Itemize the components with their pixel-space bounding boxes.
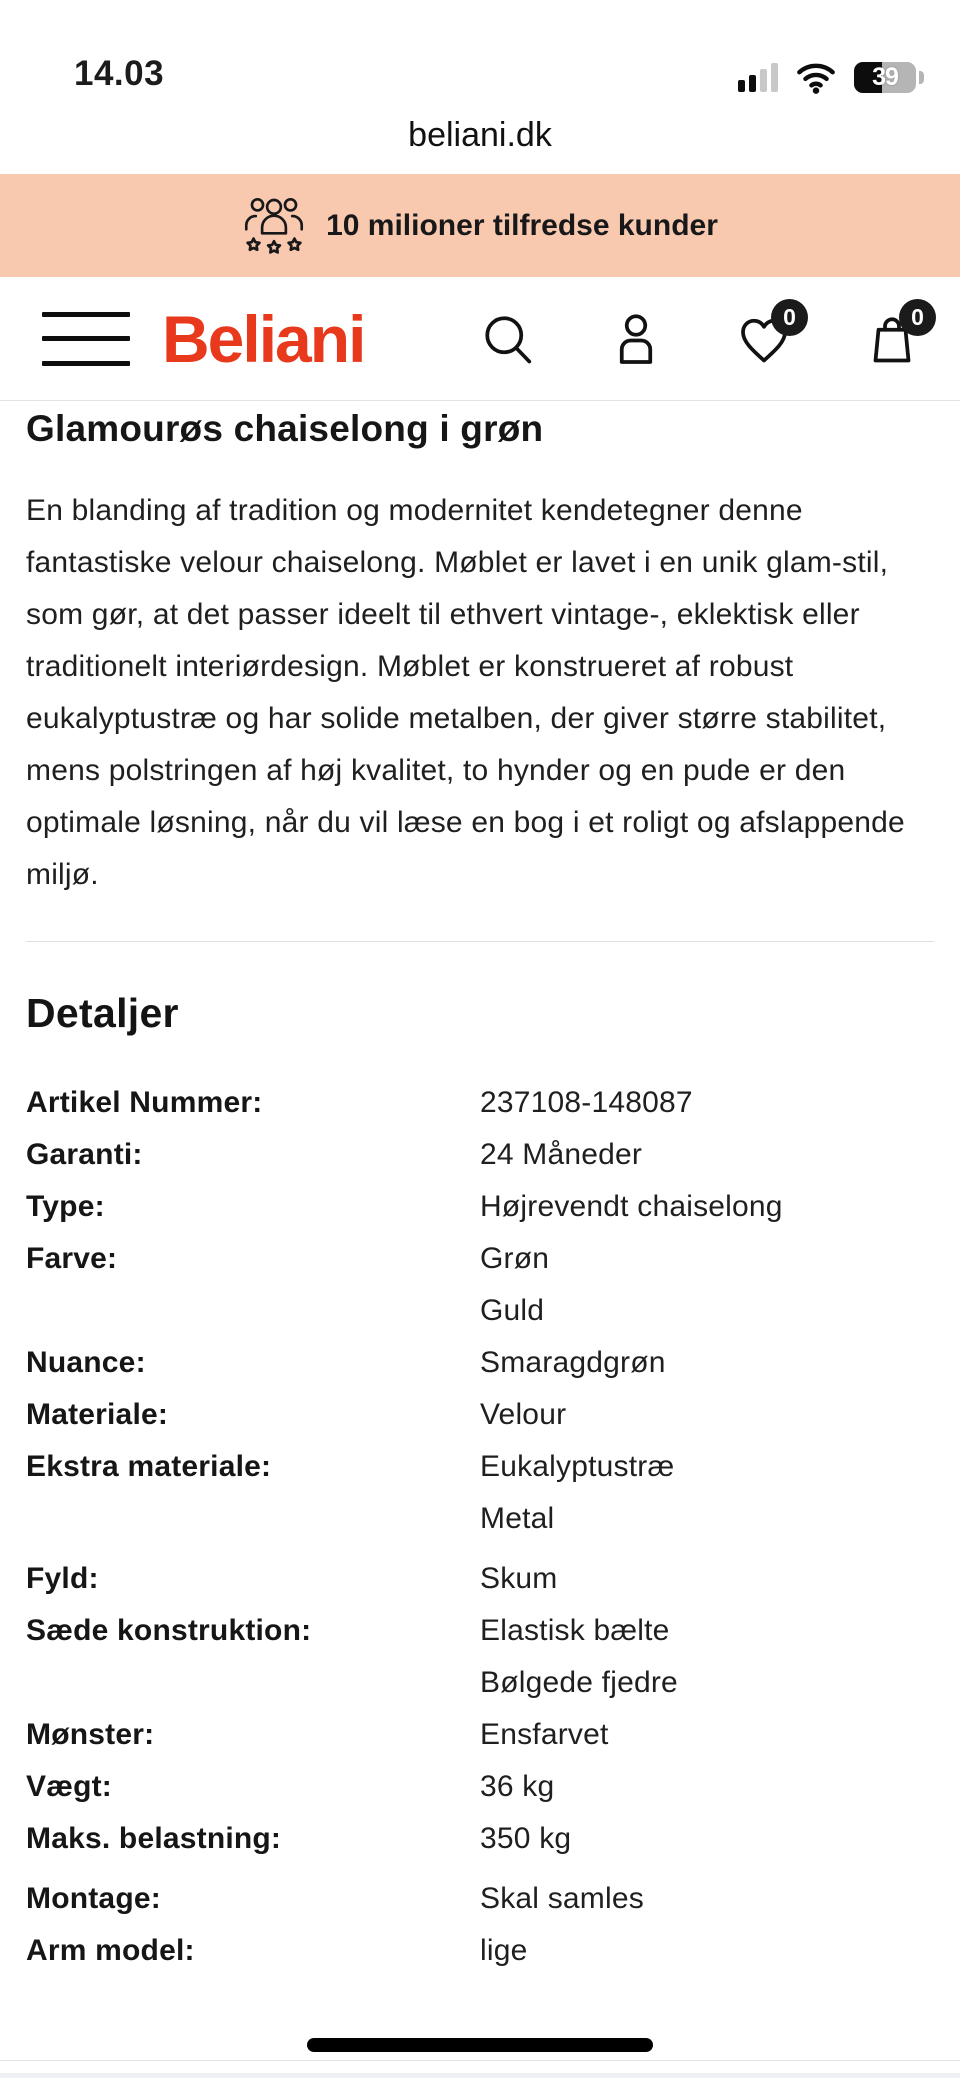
- header-actions: [476, 303, 924, 371]
- detail-label: Montage:: [26, 1882, 161, 1915]
- search-icon: [478, 309, 538, 369]
- wishlist-button[interactable]: [732, 303, 796, 371]
- status-icons: [738, 60, 916, 96]
- product-description: En blanding af tradition og modernitet kendetegner denne fantastiske velour chaiselong. Møblet er lavet i en unik glam-stil, som gør, at det passer ideelt til ethvert vintage-, eklektisk eller traditionelt interiørdesign. Møblet er konstrueret af robust eukalyptustræ og har solide metalben, der giver større stabilitet, mens polstringen af høj kvalitet, to hynder og en pude er den optimale løsning, når du vil læse en bog i et roligt og afslappende miljø.: [26, 494, 905, 891]
- wishlist-count-badge: 0: [771, 299, 808, 336]
- address-bar[interactable]: beliani.dk: [408, 115, 552, 154]
- detail-values: [480, 1873, 934, 1925]
- cellular-signal-icon: [738, 62, 778, 92]
- promo-banner-text: 10 milioner tilfredse kunder: [326, 208, 718, 242]
- table-row: [26, 1181, 934, 1233]
- table-row: [26, 1873, 934, 1925]
- detail-value: Smaragdgrøn: [480, 1346, 666, 1379]
- detail-value: Metal: [480, 1502, 555, 1535]
- detail-value: 350 kg: [480, 1822, 572, 1855]
- detail-values: [480, 1233, 934, 1337]
- search-button[interactable]: [476, 307, 540, 371]
- table-row: [26, 1553, 934, 1605]
- battery-icon: [854, 62, 916, 93]
- table-row: [26, 1389, 934, 1441]
- detail-values: [480, 1709, 934, 1761]
- detail-label: Nuance:: [26, 1346, 146, 1379]
- detail-values: [480, 1129, 934, 1181]
- table-row: [26, 1761, 934, 1813]
- product-page: [0, 407, 960, 1977]
- detail-value: Guld: [480, 1294, 545, 1327]
- table-row: [26, 1077, 934, 1129]
- table-row: [26, 1233, 934, 1337]
- table-row: [26, 1129, 934, 1181]
- table-row: [26, 1605, 934, 1709]
- detail-label: Type:: [26, 1190, 105, 1223]
- detail-values: [480, 1813, 934, 1865]
- battery-percent: 39: [872, 62, 898, 91]
- bottom-divider: [0, 2060, 960, 2061]
- detail-value: Velour: [480, 1398, 567, 1431]
- detail-values: [480, 1441, 934, 1545]
- menu-icon[interactable]: [42, 308, 130, 370]
- detail-value: Skal samles: [480, 1882, 644, 1915]
- detail-value: lige: [480, 1934, 528, 1967]
- beliani-logo[interactable]: Beliani: [162, 301, 365, 376]
- promo-banner[interactable]: [0, 174, 960, 277]
- detail-value: Eukalyptustræ: [480, 1450, 675, 1483]
- cart-button[interactable]: [860, 303, 924, 371]
- table-row: [26, 1709, 934, 1761]
- account-icon: [606, 309, 666, 369]
- detail-value: Grøn: [480, 1242, 550, 1275]
- detail-value: Bølgede fjedre: [480, 1666, 678, 1699]
- detail-values: [480, 1553, 934, 1605]
- detail-values: [480, 1925, 934, 1977]
- detail-label: Ekstra materiale:: [26, 1450, 272, 1483]
- detail-values: [480, 1077, 934, 1129]
- detail-value: 24 Måneder: [480, 1138, 643, 1171]
- table-row: [26, 1337, 934, 1389]
- detail-label: Fyld:: [26, 1562, 99, 1595]
- detail-label: Maks. belastning:: [26, 1822, 282, 1855]
- bottom-strip: [0, 2073, 960, 2078]
- detail-label: Sæde konstruktion:: [26, 1614, 312, 1647]
- detail-value: Ensfarvet: [480, 1718, 609, 1751]
- detail-label: Farve:: [26, 1242, 118, 1275]
- detail-values: [480, 1181, 934, 1233]
- product-title: Glamourøs chaiselong i grøn: [26, 408, 544, 449]
- detail-value: Højrevendt chaiselong: [480, 1190, 783, 1223]
- home-indicator[interactable]: [307, 2038, 653, 2052]
- table-row: [26, 1441, 934, 1545]
- status-bar: [0, 0, 960, 96]
- detail-label: Arm model:: [26, 1934, 195, 1967]
- clock: 14.03: [74, 54, 165, 93]
- details-heading: Detaljer: [26, 990, 179, 1036]
- detail-value: Elastisk bælte: [480, 1614, 670, 1647]
- detail-value: 237108-148087: [480, 1086, 693, 1119]
- details-table: [26, 1077, 934, 1977]
- detail-values: [480, 1337, 934, 1389]
- detail-values: [480, 1389, 934, 1441]
- detail-label: Garanti:: [26, 1138, 143, 1171]
- table-row: [26, 1813, 934, 1865]
- table-row: [26, 1925, 934, 1977]
- detail-label: Artikel Nummer:: [26, 1086, 263, 1119]
- users-stars-icon: [242, 193, 306, 259]
- site-header: [0, 277, 960, 401]
- detail-values: [480, 1761, 934, 1813]
- detail-label: Mønster:: [26, 1718, 155, 1751]
- detail-values: [480, 1605, 934, 1709]
- detail-value: Skum: [480, 1562, 558, 1595]
- cart-count-badge: 0: [899, 299, 936, 336]
- detail-label: Materiale:: [26, 1398, 169, 1431]
- wifi-icon: [794, 60, 838, 94]
- detail-value: 36 kg: [480, 1770, 555, 1803]
- account-button[interactable]: [604, 307, 668, 371]
- detail-label: Vægt:: [26, 1770, 112, 1803]
- section-divider: [26, 941, 934, 942]
